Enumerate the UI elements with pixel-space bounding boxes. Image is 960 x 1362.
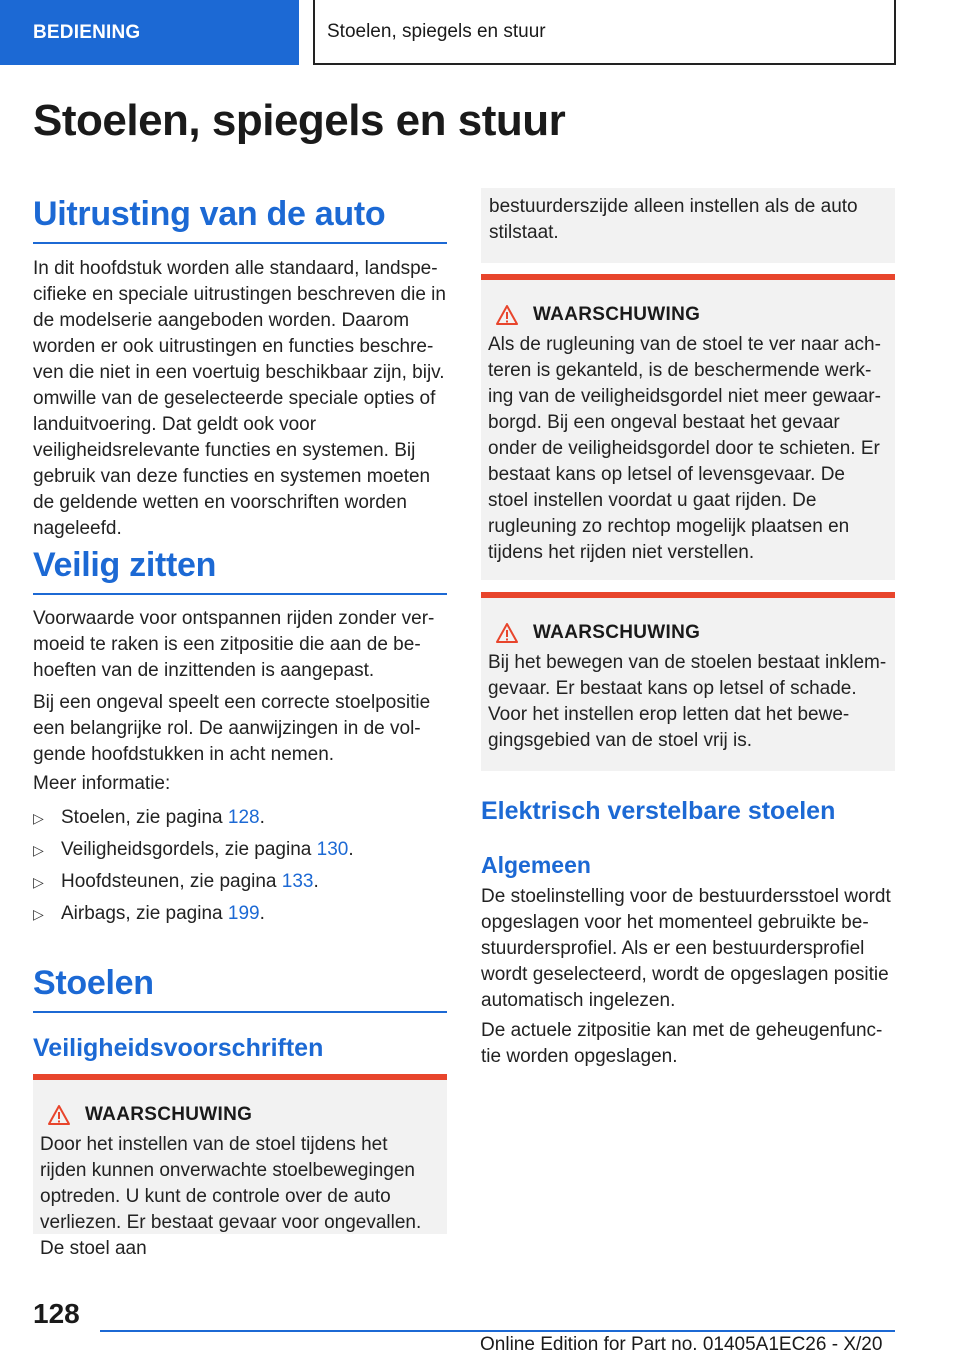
heading-stoelen: Stoelen <box>33 964 447 1013</box>
elektrisch-para-2: De actuele zitpositie kan met de geheugenfunctie worden opgeslagen. <box>481 1020 883 1067</box>
warning-triangle-icon <box>495 304 519 326</box>
warning-title <box>495 622 887 644</box>
veilig-para-2: Bij een ongeval speelt een correcte stoelpositie een belangrijke rol. De aanwijzingen in de volgende hoofdstukken in acht nemen. <box>33 692 431 765</box>
veilig-para-1: Voorwaarde voor ontspannen rijden zonder vermoeid te raken is een zitpositie die aan de behoeften van de inzittenden is aangepast. <box>33 608 435 681</box>
list-item: ▷ Veiligheidsgordels, zie pagina 130. <box>33 834 447 866</box>
list-item-text: Hoofdsteunen, zie pagina <box>61 871 282 892</box>
warning-text: Bij het bewegen van de stoelen bestaat inklemgevaar. Er bestaat kans op letsel of schade. Voor het instellen erop letten dat het bewegingsgebied van de stoel vrij is. <box>488 652 887 751</box>
page-link[interactable]: 133 <box>281 871 314 892</box>
warning-box-backrest <box>481 274 895 580</box>
warning-title <box>495 304 887 326</box>
warning-title-text: WAARSCHUWING <box>533 304 701 325</box>
warning-title <box>47 1104 439 1126</box>
page-title: Stoelen, spiegels en stuur <box>33 96 566 145</box>
heading-veilig-zitten: Veilig zitten <box>33 546 447 595</box>
heading-elektrisch-verstelbare-stoelen: Elektrisch verstelbare stoelen <box>481 797 836 825</box>
list-item: ▷ Stoelen, zie pagina 128. <box>33 802 447 834</box>
subheading-veiligheidsvoorschriften: Veiligheidsvoorschriften <box>33 1034 324 1062</box>
edition-text: Online Edition for Part no. 01405A1EC26 - X/20 <box>480 1334 883 1355</box>
chapter-header <box>313 0 896 65</box>
section-label: BEDIENING <box>33 21 141 43</box>
page-link[interactable]: 130 <box>316 839 349 860</box>
veilig-para-3: Meer informatie: <box>33 773 171 794</box>
warning-text: Door het instellen van de stoel tijdens het rijden kunnen onverwachte stoelbewegingen optreden. U kunt de controle over de auto verliezen. Er bestaat gevaar voor ongevallen. De stoel aan <box>40 1134 422 1259</box>
warning-title-text: WAARSCHUWING <box>85 1104 253 1125</box>
warning-box-pinching <box>481 592 895 771</box>
footer-divider <box>100 1330 895 1332</box>
warning-title-text: WAARSCHUWING <box>533 622 701 643</box>
warning-box-seat-adjust <box>33 1074 447 1259</box>
continuation-text: bestuurderszijde alleen instellen als de auto stilstaat. <box>489 196 858 243</box>
page-link[interactable]: 128 <box>227 807 260 828</box>
list-item-text: Airbags, zie pagina <box>61 903 228 924</box>
more-info-list <box>33 802 447 930</box>
subheading-algemeen: Algemeen <box>481 852 591 878</box>
triangle-bullet-icon: ▷ <box>33 874 44 890</box>
list-item-text: Stoelen, zie pagina <box>61 807 228 828</box>
elektrisch-para-1: De stoelinstelling voor de bestuurdersstoel wordt opgeslagen voor het momenteel gebruikte bestuurdersprofiel. Als er een bestuurdersprofiel wordt geselecteerd, wordt de opgeslagen positie automatisch ingelezen. <box>481 886 891 1011</box>
list-item-text: Veiligheidsgordels, zie pagina <box>61 839 317 860</box>
heading-uitrusting: Uitrusting van de auto <box>33 195 447 244</box>
page-number: 128 <box>33 1298 80 1329</box>
chapter-label: Stoelen, spiegels en stuur <box>327 20 546 42</box>
list-item: ▷ Hoofdsteunen, zie pagina 133. <box>33 866 447 898</box>
triangle-bullet-icon: ▷ <box>33 906 44 922</box>
page-link[interactable]: 199 <box>227 903 260 924</box>
uitrusting-text: In dit hoofdstuk worden alle standaard, landspecifieke en speciale uitrustingen beschreven die in de modelserie aangeboden worden. Daarom worden er ook uitrustingen en functies beschreven die niet in een voertuig beschikbaar zijn, bijv. omwille van de geselecteerde speciale opties of landuitvoering. Dat geldt ook voor veiligheidsrelevante functies en systemen. Bij gebruik van deze functies en systemen moeten de geldende wetten en voorschriften worden nageleefd. <box>33 258 446 539</box>
section-tab <box>0 0 299 65</box>
warning-continuation-box <box>481 188 895 263</box>
list-item: ▷ Airbags, zie pagina 199. <box>33 898 447 930</box>
warning-triangle-icon <box>47 1104 71 1126</box>
warning-text: Als de rugleuning van de stoel te ver naar achteren is gekanteld, is de beschermende werking van de veiligheidsgordel niet meer gewaarborgd. Bij een ongeval bestaat het gevaar onder de veiligheidsgordel door te schieten. Er bestaat kans op letsel of levensgevaar. De stoel instellen voordat u gaat rijden. De rugleuning zo rechtop mogelijk plaatsen en tijdens het rijden niet verstellen. <box>488 334 881 563</box>
triangle-bullet-icon: ▷ <box>33 842 44 858</box>
triangle-bullet-icon: ▷ <box>33 810 44 826</box>
warning-triangle-icon <box>495 622 519 644</box>
